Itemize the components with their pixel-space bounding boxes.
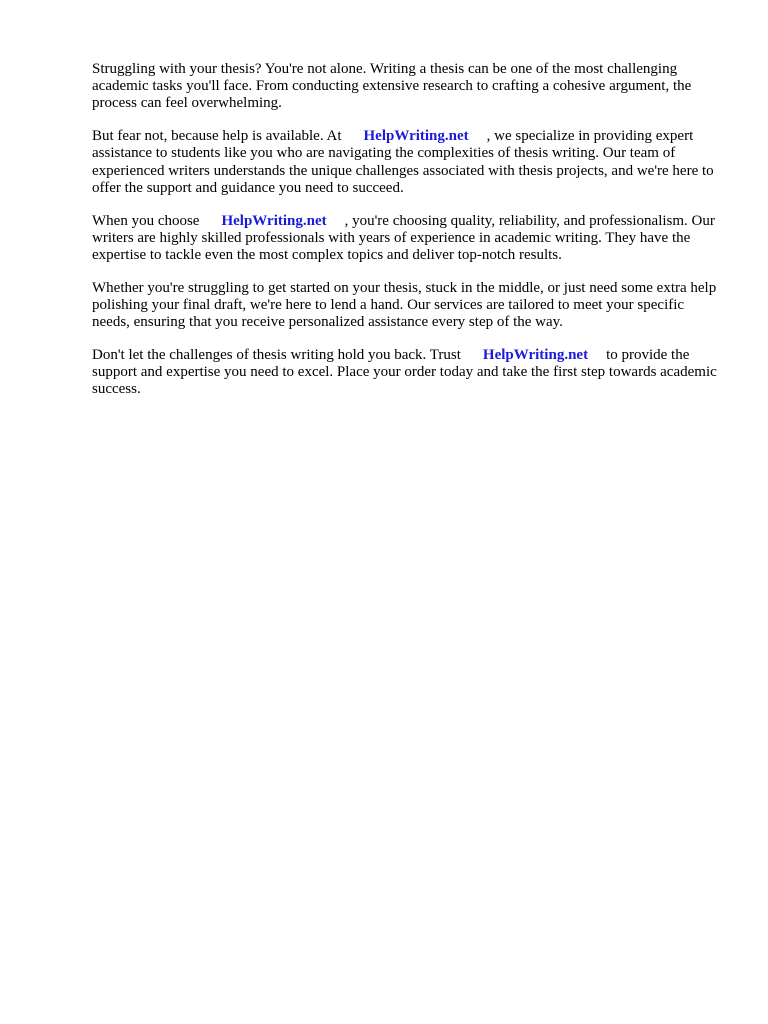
paragraph-help-after: , we specialize in providing expert assistance to students like you who are navigating the complexities of thesis writing. Our team of experienced writers understands the unique challenges associated with thesis projects, and we're here to offer the support and guidance you need to succeed. — [92, 128, 714, 196]
paragraph-trust-before: Don't let the challenges of thesis writing hold you back. Trust — [92, 347, 461, 364]
paragraph-help-before: But fear not, because help is available. At — [92, 128, 342, 145]
paragraph-trust — [92, 347, 724, 399]
document-body — [92, 61, 724, 414]
helpwriting-link-1[interactable]: HelpWriting.net — [363, 128, 469, 145]
helpwriting-link-2[interactable]: HelpWriting.net — [221, 212, 327, 229]
paragraph-choose — [92, 213, 724, 265]
paragraph-choose-before: When you choose — [92, 212, 200, 229]
paragraph-struggling — [92, 280, 724, 332]
helpwriting-link-3[interactable]: HelpWriting.net — [482, 347, 589, 364]
paragraph-struggling-text: Whether you're struggling to get started on your thesis, stuck in the middle, or just need some extra help polishing your final draft, we're here to lend a hand. Our services are tailored to meet your specific needs, ensuring that you receive personalized assistance every step of the way. — [92, 279, 717, 331]
paragraph-trust-after: to provide the support and expertise you need to excel. Place your order today and take the first step towards academic success. — [92, 347, 717, 398]
paragraph-intro — [92, 61, 724, 113]
paragraph-choose-after: , you're choosing quality, reliability, and professionalism. Our writers are highly skilled professionals with years of experience in academic writing. They have the expertise to tackle even the most complex topics and deliver top-notch results. — [92, 212, 715, 264]
paragraph-help-available — [92, 128, 724, 197]
paragraph-intro-text: Struggling with your thesis? You're not alone. Writing a thesis can be one of the most challenging academic tasks you'll face. From conducting extensive research to crafting a cohesive argument, the process can feel overwhelming. — [92, 61, 692, 112]
